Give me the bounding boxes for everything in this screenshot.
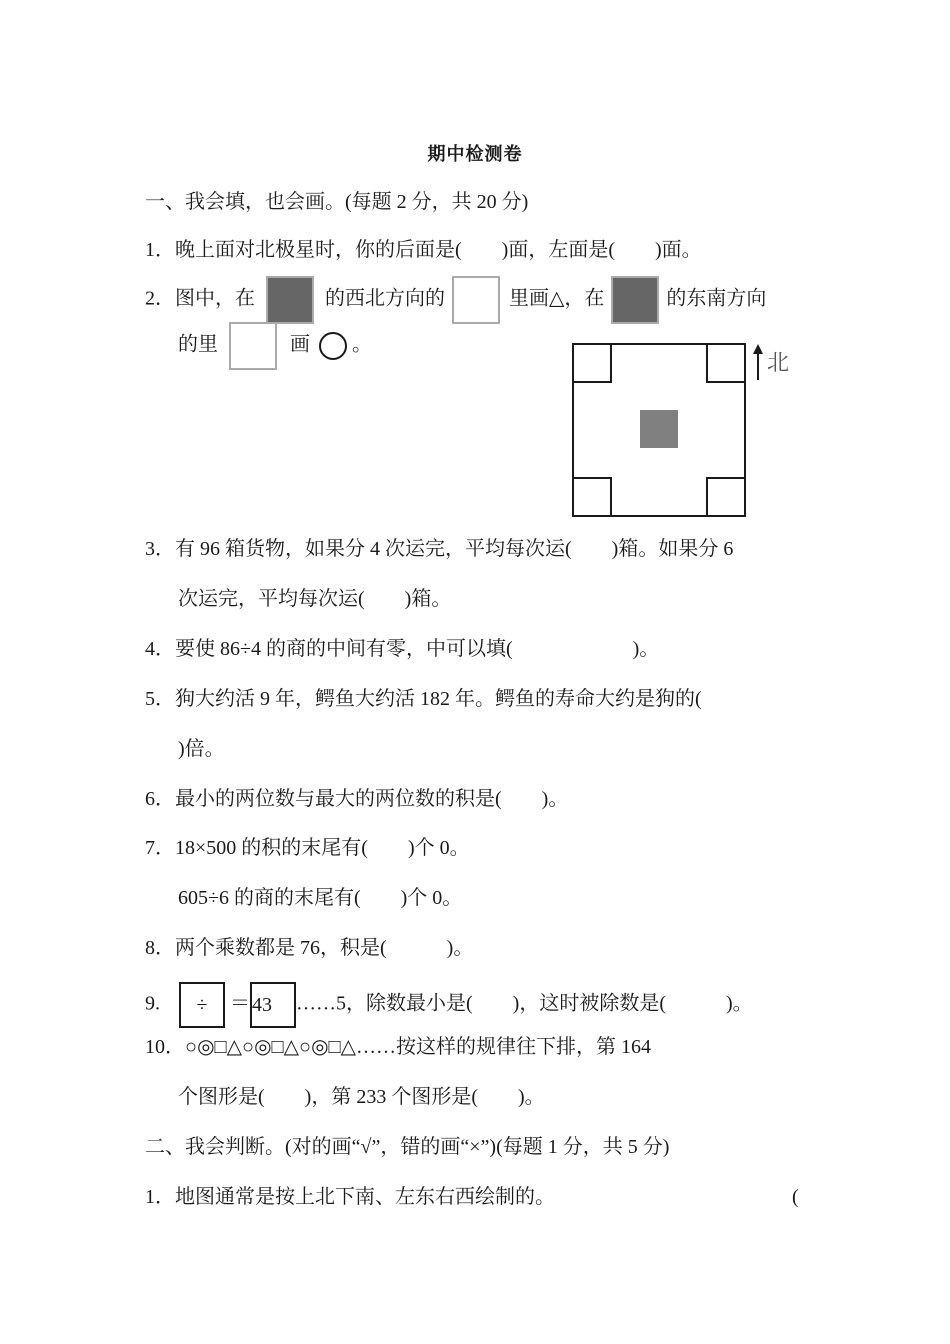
question-5-line-1: 5．狗大约活 9 年，鳄鱼大约活 182 年。鳄鱼的寿命大约是狗的( <box>145 688 702 710</box>
question-6: 6．最小的两位数与最大的两位数的积是( )。 <box>145 788 569 810</box>
question-10-line-1: 10．○◎□△○◎□△○◎□△……按这样的规律往下排，第 164 <box>145 1036 651 1058</box>
question-2-text-e: 的里 <box>178 333 218 356</box>
question-7-line-1: 7．18×500 的积的末尾有( )个 0。 <box>145 837 470 859</box>
quotient-value: 43 <box>252 994 272 1016</box>
map-center-square <box>640 410 678 448</box>
map-corner-nw <box>573 344 611 382</box>
filled-square-icon <box>266 276 314 324</box>
section-2-heading: 二、我会判断。(对的画“√”，错的画“×”)(每题 1 分，共 5 分) <box>145 1136 670 1158</box>
equals-sign: ＝ <box>230 992 250 1015</box>
direction-map <box>570 340 810 520</box>
circle-icon <box>319 332 347 360</box>
question-2-text-f: 画 <box>290 333 310 356</box>
section-1-heading: 一、我会填，也会画。(每题 2 分，共 20 分) <box>145 191 529 213</box>
judge-1: 1．地图通常是按上北下南、左东右西绘制的。 <box>145 1186 555 1208</box>
question-2-text-b: 的西北方向的 <box>325 287 445 310</box>
question-3-line-2: 次运完，平均每次运( )箱。 <box>178 588 452 610</box>
question-2-text-d: 的东南方向 <box>666 287 767 310</box>
question-2-line-2 <box>178 322 372 370</box>
question-10-line-2: 个图形是( )，第 233 个图形是( )。 <box>178 1086 545 1108</box>
map-corner-ne <box>707 344 745 382</box>
question-2-text-g: 。 <box>352 333 372 356</box>
question-9 <box>145 982 753 1028</box>
filled-square-icon <box>611 276 659 324</box>
judge-1-answer-paren: ( <box>792 1186 799 1208</box>
question-8: 8．两个乘数都是 76，积是( )。 <box>145 937 474 959</box>
question-7-line-2: 605÷6 的商的末尾有( )个 0。 <box>178 887 463 909</box>
empty-square-icon <box>229 322 277 370</box>
question-9-rest: ……5，除数最小是( )，这时被除数是( )。 <box>296 992 753 1015</box>
question-2-text-c: 里画△，在 <box>509 287 605 310</box>
north-arrow-head-icon <box>753 344 763 354</box>
question-5-line-2: )倍。 <box>178 738 225 760</box>
question-9-number: 9. <box>145 992 160 1015</box>
question-4: 4．要使 86÷4 的商的中间有零，中可以填( )。 <box>145 638 660 660</box>
map-corner-sw <box>573 478 611 516</box>
question-1: 1．晚上面对北极星时，你的后面是( )面，左面是( )面。 <box>145 239 702 261</box>
map-corner-se <box>707 478 745 516</box>
division-sign: ÷ <box>196 994 208 1016</box>
empty-square-icon <box>452 276 500 324</box>
dividend-box <box>179 982 225 1028</box>
north-label: 北 <box>767 351 790 376</box>
page-title: 期中检测卷 <box>427 144 523 165</box>
question-2-line-1 <box>145 276 766 324</box>
question-3-line-1: 3．有 96 箱货物，如果分 4 次运完，平均每次运( )箱。如果分 6 <box>145 538 734 560</box>
divisor-box <box>250 982 296 1028</box>
question-2-text-a: 2．图中，在 <box>145 287 255 310</box>
